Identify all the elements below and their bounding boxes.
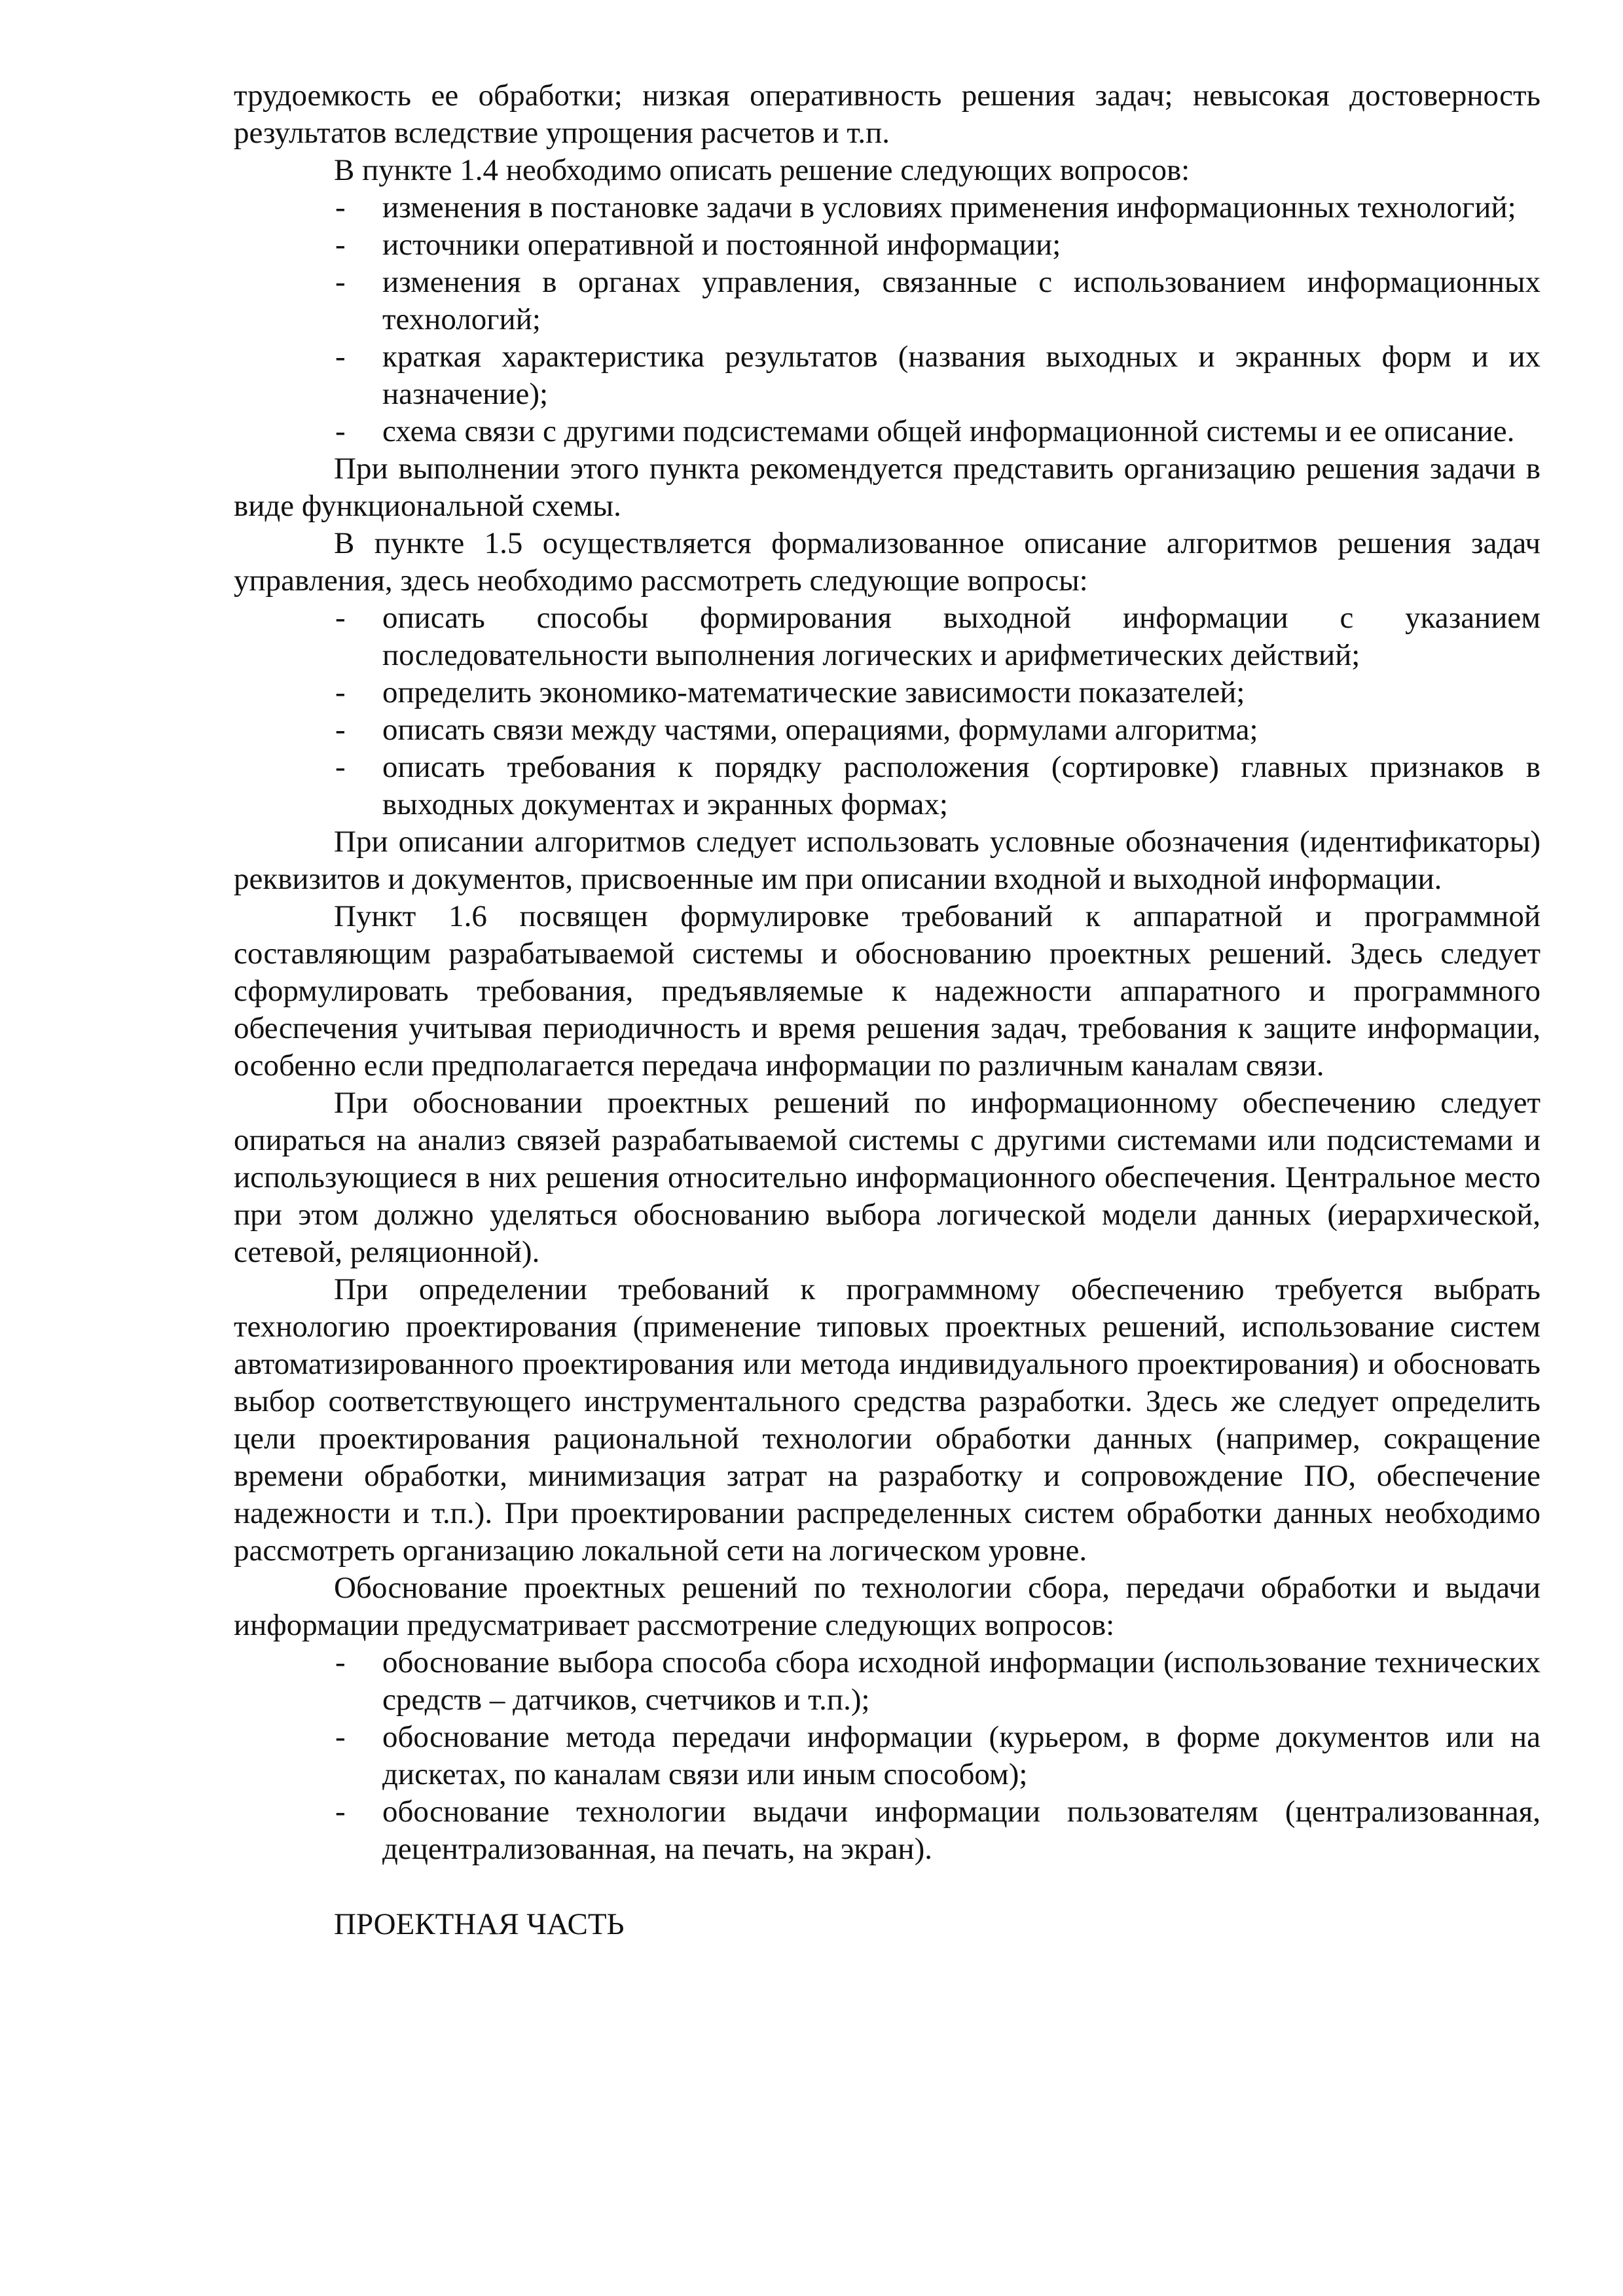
paragraph-technology-justification: Обоснование проектных решений по технологии сбора, передачи обработки и выдачи информации предусматривает рассмотрение следующих вопросов: <box>234 1571 1541 1642</box>
list-item: - определить экономико-математические зависимости показателей; <box>382 674 1541 711</box>
paragraph-algorithm-notation: При описании алгоритмов следует использовать условные обозначения (идентификаторы) реквизитов и документов, присвоенные им при описании входной и выходной информации. <box>234 825 1541 896</box>
list-item: - описать способы формирования выходной информации с указанием последовательности выполнения логических и арифметических действий; <box>382 600 1541 674</box>
list-item: - схема связи с другими подсистемами общей информационной системы и ее описание. <box>382 413 1541 450</box>
list-item: - обоснование метода передачи информации (курьером, в форме документов или на дискетах, по каналам связи или иным способом); <box>382 1719 1541 1793</box>
list-technology-questions <box>234 1644 1541 1868</box>
list-item: - обоснование выбора способа сбора исходной информации (использование технических средств – датчиков, счетчиков и т.п.); <box>382 1644 1541 1719</box>
list-item: - описать связи между частями, операциями, формулами алгоритма; <box>382 711 1541 749</box>
paragraph-information-support: При обосновании проектных решений по информационному обеспечению следует опираться на анализ связей разрабатываемой системы с другими системами или подсистемами и использующиеся в них решения относительно информационного обеспечения. Центральное место при этом должно уделяться обоснованию выбора логической модели данных (иерархической, сетевой, реляционной). <box>234 1086 1541 1269</box>
document-page <box>234 77 1541 1943</box>
list-item-1-4-questions <box>234 189 1541 450</box>
paragraph-software-requirements: При определении требований к программному обеспечению требуется выбрать технологию проектирования (применение типовых проектных решений, использование систем автоматизированного проектирования или метода индивидуального проектирования) и обосновать выбор соответствующего инструментального средства разработки. Здесь же следует определить цели проектирования рациональной технологии обработки данных (например, сокращение времени обработки, минимизация затрат на разработку и сопровождение ПО, обеспечение надежности и т.п.). При проектировании распределенных систем обработки данных необходимо рассмотреть организацию локальной сети на логическом уровне. <box>234 1272 1541 1568</box>
list-item: - источники оперативной и постоянной информации; <box>382 226 1541 264</box>
paragraph-functional-scheme: При выполнении этого пункта рекомендуется представить организацию решения задачи в виде функциональной схемы. <box>234 452 1541 523</box>
list-item: - краткая характеристика результатов (названия выходных и экранных форм и их назначение); <box>382 338 1541 413</box>
paragraph-continuation: трудоемкость ее обработки; низкая оперативность решения задач; невысокая достоверность результатов вследствие упрощения расчетов и т.п. <box>234 79 1541 150</box>
paragraph-item-1-6: Пункт 1.6 посвящен формулировке требований к аппаратной и программной составляющим разрабатываемой системы и обоснованию проектных решений. Здесь следует сформулировать требования, предъявляемые к надежности аппаратного и программного обеспечения учитывая периодичность и время решения задач, требования к защите информации, особенно если предполагается передача информации по различным каналам связи. <box>234 899 1541 1083</box>
list-item: - изменения в органах управления, связанные с использованием информационных технологий; <box>382 264 1541 338</box>
section-title: ПРОЕКТНАЯ ЧАСТЬ <box>334 1907 625 1941</box>
list-item: - изменения в постановке задачи в условиях применения информационных технологий; <box>382 189 1541 226</box>
paragraph-item-1-4: В пункте 1.4 необходимо описать решение следующих вопросов: <box>334 153 1190 187</box>
list-item: - описать требования к порядку расположения (сортировке) главных признаков в выходных документах и экранных формах; <box>382 749 1541 823</box>
paragraph-item-1-5: В пункте 1.5 осуществляется формализованное описание алгоритмов решения задач управления, здесь необходимо рассмотреть следующие вопросы: <box>234 526 1541 598</box>
list-item-1-5-questions <box>234 600 1541 823</box>
list-item: - обоснование технологии выдачи информации пользователям (централизованная, децентрализованная, на печать, на экран). <box>382 1793 1541 1868</box>
